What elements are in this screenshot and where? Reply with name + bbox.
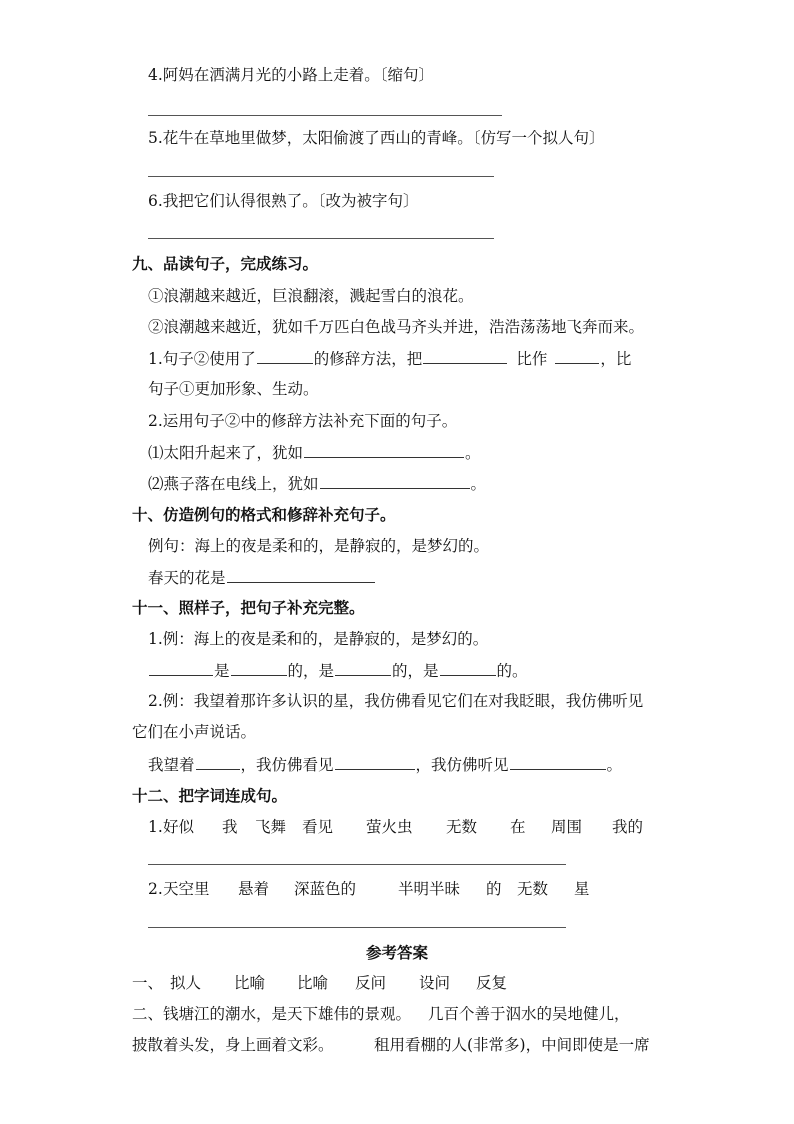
- section-9-sentence-1: ①浪潮越来越近，巨浪翻滚，溅起雪白的浪花。: [148, 287, 474, 305]
- prompt-text: 春天的花是: [148, 569, 226, 587]
- section-9-question-2: 2.运用句子②中的修辞方法补充下面的句子。: [148, 412, 458, 430]
- q2-1-text: ⑴太阳升起来了，犹如: [148, 444, 304, 462]
- q12-1-number: 1.: [148, 818, 163, 836]
- word-chip: 的: [486, 880, 502, 898]
- word-chip: 无数: [446, 818, 478, 836]
- answer-item: 设问: [419, 974, 451, 992]
- word-chip: 我: [222, 818, 238, 836]
- answer-2-line-2b: 租用看棚的人(非常多)，中间即使是一席: [374, 1036, 650, 1054]
- answer-line-q12-2[interactable]: [148, 927, 566, 928]
- word-chip: 看见: [302, 818, 334, 836]
- text-de-end: 的。: [496, 662, 528, 680]
- blank-11-2a[interactable]: [196, 753, 240, 770]
- word-chip: 好似: [163, 818, 195, 836]
- word-chip: 深蓝色的: [294, 880, 357, 898]
- word-chip: 悬着: [238, 880, 270, 898]
- section-11-fill-1: [148, 659, 528, 682]
- answer-2-line-1b: 几百个善于泅水的吴地健儿，: [428, 1005, 630, 1023]
- section-11-example-2: 2.例：我望着那许多认识的星，我仿佛看见它们在对我眨眼，我仿佛听见: [148, 692, 644, 710]
- blank-q2-1[interactable]: [304, 441, 464, 458]
- word-chip: 萤火虫: [366, 818, 413, 836]
- answer-line-q5[interactable]: [148, 176, 494, 177]
- blank-11-2b[interactable]: [335, 753, 415, 770]
- word-chip: 我的: [612, 818, 644, 836]
- answer-2-line-1a: 二、钱塘江的潮水，是天下雄伟的景观。: [132, 1005, 412, 1023]
- fill2-d: 。: [606, 756, 623, 774]
- word-chip: 无数: [517, 880, 549, 898]
- text-shi: 是: [214, 662, 230, 680]
- blank-11-1a[interactable]: [149, 659, 213, 676]
- q12-2-number: 2.: [148, 880, 163, 898]
- section-9-sentence-2: ②浪潮越来越近，犹如千万匹白色战马齐头并进，浩浩荡荡地飞奔而来。: [148, 318, 645, 336]
- fill2-a: 我望着: [148, 756, 195, 774]
- blank-object[interactable]: [555, 347, 599, 364]
- answer-item: 比喻: [234, 974, 266, 992]
- section-10-heading: 十、仿造例句的格式和修辞补充句子。: [132, 506, 396, 524]
- section-12-heading: 十二、把字词连成句。: [132, 787, 288, 805]
- answer-1-number: 一、: [132, 974, 164, 992]
- q2-1-period: 。: [465, 444, 481, 462]
- answer-item: 反复: [476, 974, 508, 992]
- section-9-question-2-1: [148, 441, 481, 464]
- word-chip: 半明半昧: [398, 880, 461, 898]
- q1-text-b: 的修辞方法，把: [313, 350, 423, 368]
- section-10-prompt: [148, 566, 376, 589]
- answer-line-q12-1[interactable]: [148, 864, 566, 865]
- section-11-heading: 十一、照样子，把句子补充完整。: [132, 599, 365, 617]
- word-chip: 飞舞: [255, 818, 287, 836]
- q1-text-d: ，比: [600, 350, 632, 368]
- blank-q2-2[interactable]: [320, 472, 470, 489]
- blank-subject[interactable]: [423, 347, 507, 364]
- q2-2-text: ⑵燕子落在电线上，犹如: [148, 475, 319, 493]
- answer-item: 比喻: [297, 974, 329, 992]
- fill2-b: ，我仿佛看见: [240, 756, 334, 774]
- answers-title: 参考答案: [365, 944, 428, 962]
- word-chip: 在: [510, 818, 526, 836]
- answer-item: 反问: [355, 974, 387, 992]
- blank-11-2c[interactable]: [510, 753, 606, 770]
- section-11-fill-2: [148, 753, 622, 776]
- word-chip: 天空里: [163, 880, 210, 898]
- section-10-example: 例句：海上的夜是柔和的，是静寂的，是梦幻的。: [148, 537, 490, 555]
- section-11-example-2-cont: 它们在小声说话。: [132, 723, 257, 741]
- q1-text-c: 比作: [516, 350, 548, 368]
- blank-11-1c[interactable]: [335, 659, 391, 676]
- blank-rhetoric[interactable]: [257, 347, 313, 364]
- answer-2-line-2a: 披散着头发，身上画着文彩。: [132, 1036, 334, 1054]
- section-9-question-1: [148, 347, 631, 370]
- blank-11-1b[interactable]: [231, 659, 287, 676]
- answer-line-q6[interactable]: [148, 238, 494, 239]
- question-4: 4.阿妈在洒满月光的小路上走着。〔缩句〕: [148, 66, 435, 84]
- text-de-shi-2: 的，是: [392, 662, 439, 680]
- section-9-heading: 九、品读句子，完成练习。: [132, 255, 319, 273]
- question-5: 5.花牛在草地里做梦，太阳偷渡了西山的青峰。〔仿写一个拟人句〕: [148, 129, 605, 147]
- section-9-question-1-cont: 句子①更加形象、生动。: [148, 380, 319, 398]
- section-9-question-2-2: [148, 472, 486, 495]
- text-de-shi-1: 的，是: [287, 662, 335, 680]
- blank-11-1d[interactable]: [440, 659, 496, 676]
- section-11-example-1: 1.例：海上的夜是柔和的，是静寂的，是梦幻的。: [148, 630, 489, 648]
- word-chip: 周围: [551, 818, 583, 836]
- q1-text-a: 1.句子②使用了: [148, 350, 256, 368]
- word-chip: 星: [574, 880, 590, 898]
- fill2-c: ，我仿佛听见: [415, 756, 509, 774]
- answer-line-q4[interactable]: [148, 115, 502, 116]
- q2-2-period: 。: [470, 475, 487, 493]
- question-6: 6.我把它们认得很熟了。〔改为被字句〕: [148, 192, 419, 210]
- answer-item: 拟人: [170, 974, 202, 992]
- blank-spring-flower[interactable]: [227, 566, 375, 583]
